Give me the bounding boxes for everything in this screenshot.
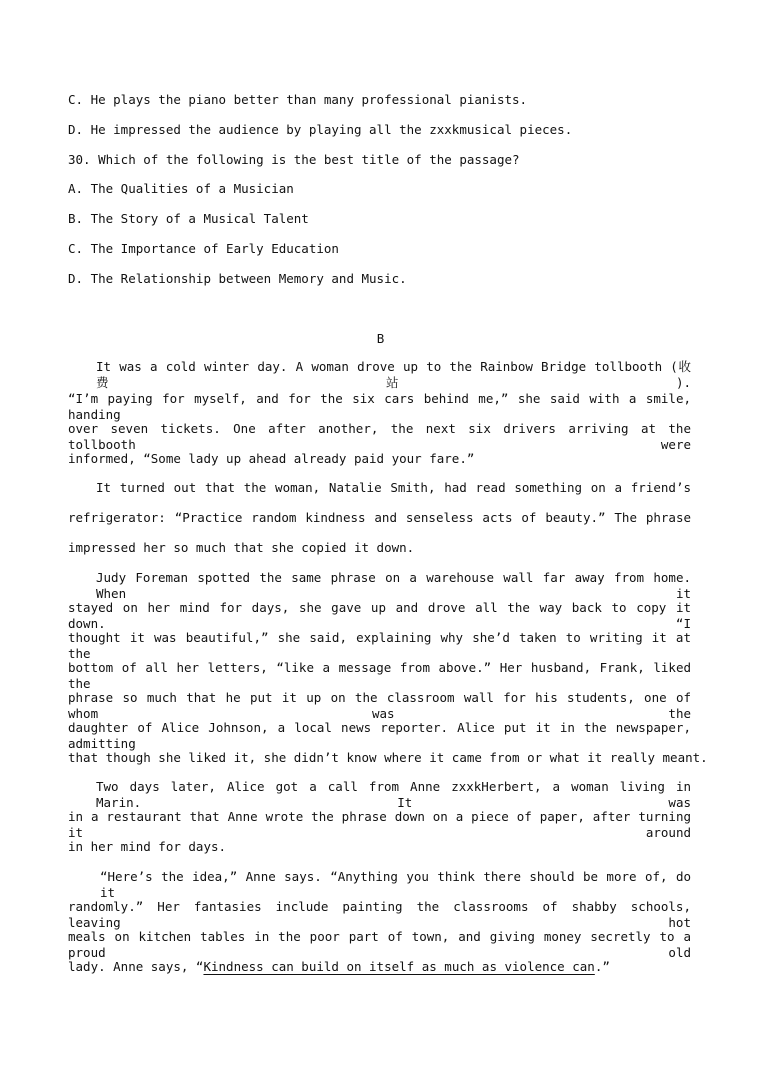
- paragraph-2-line: impressed her so much that she copied it down.: [68, 540, 415, 555]
- paragraph-2-line: refrigerator: “Practice random kindness and senseless acts of beauty.” The phrase: [68, 510, 691, 525]
- paragraph-2-line: It turned out that the woman, Natalie Smith, had read something on a friend’s: [96, 480, 691, 495]
- paragraph-5-line: randomly.” Her fantasies include painting the classrooms of shabby schools, leaving hot: [68, 899, 691, 930]
- paragraph-1-line: “I’m paying for myself, and for the six cars behind me,” she said with a smile, handing: [68, 391, 691, 422]
- paragraph-4-line: Two days later, Alice got a call from Anne zxxkHerbert, a woman living in Marin. It was: [96, 779, 691, 810]
- question-30-stem: 30. Which of the following is the best title of the passage?: [68, 152, 520, 167]
- quote-close: .”: [594, 959, 610, 974]
- question-30-option-d: D. The Relationship between Memory and Music.: [68, 271, 407, 286]
- paragraph-1-line: over seven tickets. One after another, the next six drivers arriving at the tollbooth were: [68, 421, 691, 452]
- paragraph-4-line: in her mind for days.: [68, 839, 227, 854]
- paragraph-3-line: stayed on her mind for days, she gave up and drove all the way back to copy it down. “I: [68, 600, 691, 631]
- option-d-prev: D. He impressed the audience by playing all the zxxkmusical pieces.: [68, 122, 573, 137]
- section-label: B: [376, 331, 385, 346]
- paragraph-5-last-line: [68, 959, 691, 975]
- option-c-prev: C. He plays the piano better than many professional pianists.: [68, 92, 528, 107]
- paragraph-3-line: daughter of Alice Johnson, a local news reporter. Alice put it in the newspaper, admitting: [68, 720, 691, 751]
- paragraph-1-line: informed, “Some lady up ahead already paid your fare.”: [68, 451, 475, 466]
- quote-lead-in: lady. Anne says, “: [68, 959, 204, 974]
- paragraph-1-line: It was a cold winter day. A woman drove up to the Rainbow Bridge tollbooth (收费站).: [96, 359, 691, 390]
- question-30-option-c: C. The Importance of Early Education: [68, 241, 339, 256]
- paragraph-3-line: bottom of all her letters, “like a message from above.” Her husband, Frank, liked the: [68, 660, 691, 691]
- paragraph-3-line: Judy Foreman spotted the same phrase on a warehouse wall far away from home. When it: [96, 570, 691, 601]
- paragraph-4-line: in a restaurant that Anne wrote the phrase down on a piece of paper, after turning it around: [68, 809, 691, 840]
- paragraph-3-line: thought it was beautiful,” she said, explaining why she’d taken to writing it at the: [68, 630, 691, 661]
- paragraph-5-line: meals on kitchen tables in the poor part of town, and giving money secretly to a proud old: [68, 929, 691, 960]
- paragraph-3-line: phrase so much that he put it up on the classroom wall for his students, one of whom was the: [68, 690, 691, 721]
- question-30-option-a: A. The Qualities of a Musician: [68, 181, 294, 196]
- question-30-option-b: B. The Story of a Musical Talent: [68, 211, 309, 226]
- underlined-sentence: Kindness can build on itself as much as violence can: [203, 959, 595, 974]
- paragraph-3-line: that though she liked it, she didn’t know where it came from or what it really meant.: [68, 750, 708, 765]
- paragraph-5-line: “Here’s the idea,” Anne says. “Anything you think there should be more of, do it: [100, 869, 691, 900]
